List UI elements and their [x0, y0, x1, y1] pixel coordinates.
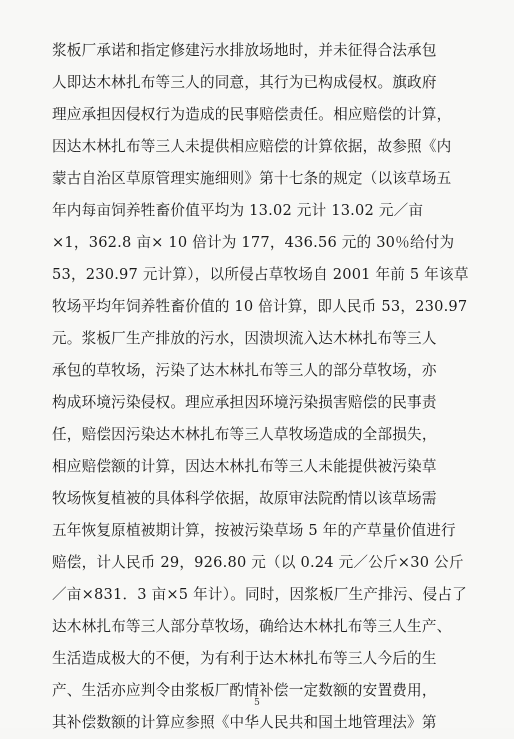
text-line: 人即达木林扎布等三人的同意，其行为已构成侵权。旗政府: [52, 74, 437, 91]
text-line: 达木林扎布等三人部分草牧场，确给达木林扎布等三人生产、: [52, 618, 452, 635]
text-line: 年内每亩饲养牲畜价值平均为 13.02 元计 13.02 元／亩: [52, 202, 424, 219]
text-line: 因达木林扎布等三人未提供相应赔偿的计算依据，故参照《内: [52, 138, 452, 155]
text-line: 生活造成极大的不便，为有利于达木林扎布等三人今后的生: [52, 650, 437, 667]
text-line: 五年恢复原植被期计算，按被污染草场 5 年的产草量价值进行: [52, 522, 456, 539]
text-line: 其补偿数额的计算应参照《中华人民共和国土地管理法》第: [52, 714, 437, 731]
text-line: 任，赔偿因污染达木林扎布等三人草牧场造成的全部损失，: [52, 426, 437, 443]
text-line: 构成环境污染侵权。理应承担因环境污染损害赔偿的民事责: [52, 394, 437, 411]
text-line: 蒙古自治区草原管理实施细则》第十七条的规定（以该草场五: [52, 170, 452, 187]
text-line: 牧场恢复植被的具体科学依据，故原审法院酌情以该草场需: [52, 490, 437, 507]
text-line: 牧场平均年饲养牲畜价值的 10 倍计算，即人民币 53，230.97: [52, 298, 468, 315]
text-line: ／亩×831．3 亩×5 年计）。同时，因浆板厂生产排污、侵占了: [52, 586, 467, 603]
text-line: ×1，362.8 亩× 10 倍计为 177，436.56 元的 30％给付为: [52, 234, 455, 251]
text-line: 赔偿，计人民币 29，926.80 元（以 0.24 元／公斤×30 公斤: [52, 554, 464, 571]
page-number: 5: [254, 698, 260, 708]
text-line: 53，230.97 元计算），以所侵占草牧场自 2001 年前 5 年该草: [52, 266, 469, 283]
body-text: [52, 35, 480, 739]
text-line: 浆板厂承诺和指定修建污水排放场地时，并未征得合法承包: [52, 42, 437, 59]
text-line: 相应赔偿额的计算，因达木林扎布等三人未能提供被污染草: [52, 458, 437, 475]
text-line: 理应承担因侵权行为造成的民事赔偿责任。相应赔偿的计算，: [52, 106, 452, 123]
text-line: 元。浆板厂生产排放的污水，因溃坝流入达木林扎布等三人: [52, 330, 437, 347]
text-line: 承包的草牧场，污染了达木林扎布等三人的部分草牧场，亦: [52, 362, 437, 379]
text-line: 产、生活亦应判令由浆板厂酌情补偿一定数额的安置费用，: [52, 682, 437, 699]
